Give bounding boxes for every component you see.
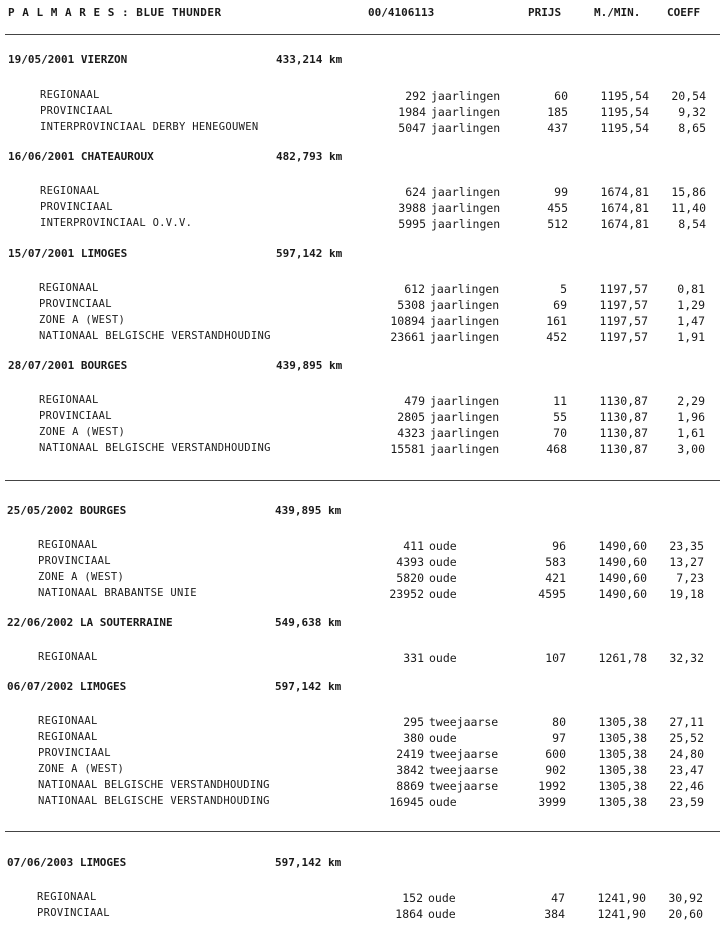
pigeon-category: tweejaarse (429, 715, 499, 729)
coefficient-value: 23,59 (669, 795, 704, 809)
pigeon-category: jaarlingen (430, 330, 500, 344)
speed-value: 1674,81 (600, 201, 649, 215)
race-date-location: 19/05/2001 VIERZON (8, 53, 128, 66)
race-distance: 439,895 km (275, 504, 342, 517)
result-row (0, 891, 717, 907)
competition-level: REGIONAAL (38, 651, 98, 663)
prize-position: 96 (552, 539, 566, 553)
pigeon-category: jaarlingen (430, 394, 500, 408)
competition-level: REGIONAAL (37, 891, 97, 903)
competition-level: REGIONAAL (40, 89, 100, 101)
entry-count: 5820 (396, 571, 424, 585)
prize-position: 185 (547, 105, 568, 119)
result-row (0, 121, 720, 137)
entry-count: 292 (405, 89, 426, 103)
pigeon-category: oude (429, 539, 457, 553)
prize-position: 69 (553, 298, 567, 312)
entry-count: 479 (404, 394, 425, 408)
race-distance: 597,142 km (276, 247, 343, 260)
prize-position: 583 (545, 555, 566, 569)
speed-value: 1674,81 (600, 185, 649, 199)
result-row (0, 217, 720, 233)
competition-level: PROVINCIAAL (39, 298, 112, 310)
speed-value: 1305,38 (598, 747, 647, 761)
entry-count: 380 (403, 731, 424, 745)
pigeon-category: jaarlingen (430, 426, 500, 440)
entry-count: 411 (403, 539, 424, 553)
prize-position: 97 (552, 731, 566, 745)
pigeon-category: jaarlingen (431, 105, 501, 119)
speed-value: 1305,38 (598, 795, 647, 809)
prize-position: 5 (560, 282, 567, 296)
result-row (0, 779, 718, 795)
race-distance: 597,142 km (275, 856, 342, 869)
speed-value: 1261,78 (598, 651, 647, 665)
coefficient-value: 1,47 (677, 314, 705, 328)
coefficient-value: 23,47 (669, 763, 704, 777)
speed-value: 1197,57 (599, 282, 648, 296)
header-divider (5, 34, 720, 35)
speed-value: 1490,60 (598, 571, 647, 585)
competition-level: INTERPROVINCIAAL DERBY HENEGOUWEN (40, 121, 259, 133)
pigeon-category: jaarlingen (431, 121, 501, 135)
prize-position: 70 (553, 426, 567, 440)
race-date-location: 06/07/2002 LIMOGES (7, 680, 127, 693)
prize-position: 47 (551, 891, 565, 905)
competition-level: NATIONAAL BRABANTSE UNIE (38, 587, 197, 599)
prize-position: 468 (546, 442, 567, 456)
season-divider (5, 831, 720, 832)
competition-level: ZONE A (WEST) (39, 426, 126, 438)
competition-level: NATIONAAL BELGISCHE VERSTANDHOUDING (38, 795, 270, 807)
coefficient-value: 22,46 (669, 779, 704, 793)
pigeon-category: jaarlingen (430, 314, 500, 328)
competition-level: NATIONAAL BELGISCHE VERSTANDHOUDING (39, 330, 271, 342)
prize-position: 4595 (538, 587, 566, 601)
competition-level: PROVINCIAAL (37, 907, 110, 919)
race-distance: 433,214 km (276, 53, 343, 66)
speed-value: 1490,60 (598, 555, 647, 569)
speed-value: 1241,90 (597, 907, 646, 921)
result-row (0, 314, 719, 330)
result-row (0, 555, 718, 571)
result-row (0, 89, 720, 105)
entry-count: 10894 (390, 314, 425, 328)
coefficient-value: 15,86 (671, 185, 706, 199)
competition-level: NATIONAAL BELGISCHE VERSTANDHOUDING (39, 442, 271, 454)
result-row (0, 442, 719, 458)
result-row (0, 185, 720, 201)
result-row (0, 715, 718, 731)
race-date-location: 07/06/2003 LIMOGES (7, 856, 127, 869)
coefficient-value: 3,00 (677, 442, 705, 456)
entry-count: 5047 (398, 121, 426, 135)
prize-position: 55 (553, 410, 567, 424)
result-row (0, 426, 719, 442)
race-date-location: 16/06/2001 CHATEAUROUX (8, 150, 154, 163)
season-divider (5, 480, 720, 481)
prize-position: 384 (544, 907, 565, 921)
speed-value: 1130,87 (599, 394, 648, 408)
entry-count: 23952 (389, 587, 424, 601)
pigeon-category: oude (429, 795, 457, 809)
coefficient-value: 1,96 (677, 410, 705, 424)
pigeon-category: oude (429, 571, 457, 585)
speed-value: 1490,60 (598, 539, 647, 553)
pigeon-category: oude (428, 907, 456, 921)
entry-count: 2805 (397, 410, 425, 424)
coefficient-value: 20,54 (671, 89, 706, 103)
coefficient-value: 1,61 (677, 426, 705, 440)
entry-count: 331 (403, 651, 424, 665)
coefficient-value: 8,65 (678, 121, 706, 135)
result-row (0, 651, 718, 667)
prize-position: 107 (545, 651, 566, 665)
pigeon-category: tweejaarse (429, 779, 499, 793)
coefficient-value: 24,80 (669, 747, 704, 761)
coefficient-value: 0,81 (677, 282, 705, 296)
pigeon-category: jaarlingen (430, 282, 500, 296)
prize-position: 3999 (538, 795, 566, 809)
coefficient-value: 9,32 (678, 105, 706, 119)
competition-level: ZONE A (WEST) (38, 763, 125, 775)
prize-position: 452 (546, 330, 567, 344)
ring-number: 00/4106113 (368, 6, 435, 19)
entry-count: 16945 (389, 795, 424, 809)
competition-level: REGIONAAL (38, 715, 98, 727)
entry-count: 1864 (395, 907, 423, 921)
speed-value: 1197,57 (599, 298, 648, 312)
speed-value: 1241,90 (597, 891, 646, 905)
race-distance: 549,638 km (275, 616, 342, 629)
page-header (0, 6, 720, 28)
result-row (0, 747, 718, 763)
result-row (0, 394, 719, 410)
coefficient-value: 13,27 (669, 555, 704, 569)
prize-position: 512 (547, 217, 568, 231)
pigeon-category: jaarlingen (431, 89, 501, 103)
competition-level: REGIONAAL (40, 185, 100, 197)
competition-level: PROVINCIAAL (38, 555, 111, 567)
entry-count: 612 (404, 282, 425, 296)
coefficient-value: 1,29 (677, 298, 705, 312)
entry-count: 5308 (397, 298, 425, 312)
prize-position: 1992 (538, 779, 566, 793)
entry-count: 152 (402, 891, 423, 905)
entry-count: 23661 (390, 330, 425, 344)
pigeon-category: jaarlingen (431, 217, 501, 231)
speed-value: 1130,87 (599, 426, 648, 440)
coefficient-value: 23,35 (669, 539, 704, 553)
result-row (0, 731, 718, 747)
prize-position: 11 (553, 394, 567, 408)
entry-count: 8869 (396, 779, 424, 793)
coefficient-value: 2,29 (677, 394, 705, 408)
pigeon-category: oude (429, 555, 457, 569)
competition-level: ZONE A (WEST) (38, 571, 125, 583)
pigeon-category: oude (429, 651, 457, 665)
entry-count: 2419 (396, 747, 424, 761)
entry-count: 3842 (396, 763, 424, 777)
coefficient-value: 7,23 (676, 571, 704, 585)
race-distance: 597,142 km (275, 680, 342, 693)
competition-level: REGIONAAL (38, 731, 98, 743)
result-row (0, 795, 718, 811)
result-row (0, 539, 718, 555)
speed-value: 1195,54 (600, 105, 649, 119)
speed-value: 1197,57 (599, 330, 648, 344)
speed-value: 1195,54 (600, 121, 649, 135)
result-row (0, 330, 719, 346)
race-date-location: 25/05/2002 BOURGES (7, 504, 127, 517)
competition-level: PROVINCIAAL (40, 105, 113, 117)
coefficient-value: 8,54 (678, 217, 706, 231)
pigeon-category: tweejaarse (429, 763, 499, 777)
pigeon-category: jaarlingen (431, 185, 501, 199)
speed-value: 1305,38 (598, 779, 647, 793)
speed-value: 1490,60 (598, 587, 647, 601)
prize-position: 600 (545, 747, 566, 761)
result-row (0, 571, 718, 587)
speed-value: 1305,38 (598, 715, 647, 729)
speed-value: 1305,38 (598, 731, 647, 745)
column-header-prijs: PRIJS (528, 6, 562, 19)
speed-value: 1130,87 (599, 442, 648, 456)
competition-level: REGIONAAL (39, 394, 99, 406)
race-date-location: 15/07/2001 LIMOGES (8, 247, 128, 260)
pigeon-title: P A L M A R E S : BLUE THUNDER (8, 6, 222, 19)
prize-position: 902 (545, 763, 566, 777)
entry-count: 624 (405, 185, 426, 199)
race-date-location: 28/07/2001 BOURGES (8, 359, 128, 372)
pigeon-category: jaarlingen (430, 410, 500, 424)
pigeon-category: jaarlingen (430, 442, 500, 456)
competition-level: PROVINCIAAL (38, 747, 111, 759)
result-row (0, 907, 717, 923)
result-row (0, 298, 719, 314)
entry-count: 5995 (398, 217, 426, 231)
race-distance: 482,793 km (276, 150, 343, 163)
speed-value: 1197,57 (599, 314, 648, 328)
coefficient-value: 19,18 (669, 587, 704, 601)
competition-level: REGIONAAL (39, 282, 99, 294)
result-row (0, 763, 718, 779)
result-row (0, 282, 719, 298)
entry-count: 15581 (390, 442, 425, 456)
competition-level: ZONE A (WEST) (39, 314, 126, 326)
pigeon-category: oude (429, 731, 457, 745)
column-header-speed: M./MIN. (594, 6, 641, 19)
competition-level: PROVINCIAAL (39, 410, 112, 422)
speed-value: 1195,54 (600, 89, 649, 103)
result-row (0, 201, 720, 217)
pigeon-category: oude (429, 587, 457, 601)
coefficient-value: 27,11 (669, 715, 704, 729)
prize-position: 80 (552, 715, 566, 729)
result-row (0, 410, 719, 426)
pigeon-category: jaarlingen (430, 298, 500, 312)
competition-level: NATIONAAL BELGISCHE VERSTANDHOUDING (38, 779, 270, 791)
prize-position: 455 (547, 201, 568, 215)
competition-level: REGIONAAL (38, 539, 98, 551)
entry-count: 4323 (397, 426, 425, 440)
competition-level: INTERPROVINCIAAL O.V.V. (40, 217, 193, 229)
speed-value: 1674,81 (600, 217, 649, 231)
coefficient-value: 25,52 (669, 731, 704, 745)
result-row (0, 587, 718, 603)
prize-position: 161 (546, 314, 567, 328)
column-header-coeff: COEFF (667, 6, 701, 19)
competition-level: PROVINCIAAL (40, 201, 113, 213)
entry-count: 295 (403, 715, 424, 729)
pigeon-category: oude (428, 891, 456, 905)
coefficient-value: 11,40 (671, 201, 706, 215)
speed-value: 1130,87 (599, 410, 648, 424)
pigeon-category: jaarlingen (431, 201, 501, 215)
entry-count: 3988 (398, 201, 426, 215)
prize-position: 99 (554, 185, 568, 199)
race-date-location: 22/06/2002 LA SOUTERRAINE (7, 616, 173, 629)
result-row (0, 105, 720, 121)
prize-position: 421 (545, 571, 566, 585)
entry-count: 1984 (398, 105, 426, 119)
pigeon-category: tweejaarse (429, 747, 499, 761)
coefficient-value: 1,91 (677, 330, 705, 344)
coefficient-value: 32,32 (669, 651, 704, 665)
prize-position: 60 (554, 89, 568, 103)
coefficient-value: 30,92 (668, 891, 703, 905)
race-distance: 439,895 km (276, 359, 343, 372)
coefficient-value: 20,60 (668, 907, 703, 921)
entry-count: 4393 (396, 555, 424, 569)
prize-position: 437 (547, 121, 568, 135)
speed-value: 1305,38 (598, 763, 647, 777)
